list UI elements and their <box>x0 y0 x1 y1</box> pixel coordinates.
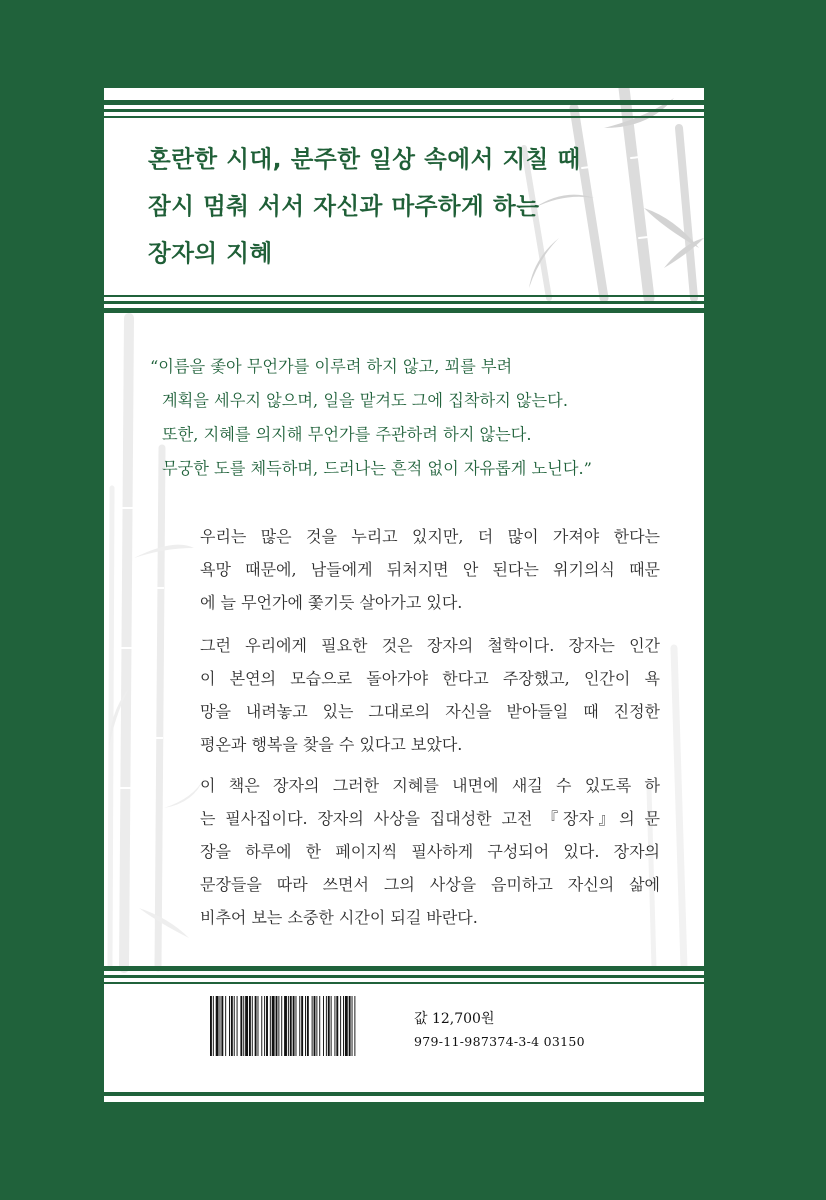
paragraph-line: 평온과 행복을 찾을 수 있다고 보았다. <box>200 735 463 754</box>
barcode-bar <box>299 996 300 1056</box>
barcode-bar <box>340 996 341 1056</box>
barcode-bar <box>296 996 297 1056</box>
barcode-bar <box>255 996 257 1056</box>
paragraph-line: 이 책은 장자의 그러한 지혜를 내면에 새길 수 있도록 하 <box>200 776 660 795</box>
paragraph-3 <box>200 769 660 934</box>
barcode-bar <box>345 996 348 1056</box>
barcode-bar <box>319 996 320 1056</box>
barcode-bar <box>220 996 221 1056</box>
barcode-bar <box>307 996 309 1056</box>
paragraph-line: 문장들을 따라 쓰면서 그의 사상을 음미하고 자신의 삶에 <box>200 875 660 894</box>
paragraph-line: 장을 하루에 한 페이지씩 필사하게 구성되어 있다. 장자의 <box>200 842 660 861</box>
barcode-bar <box>328 996 330 1056</box>
barcode-bar <box>316 996 317 1056</box>
barcode-bar <box>225 996 226 1056</box>
barcode-bar <box>237 996 238 1056</box>
quote-line: 또한, 지혜를 의지해 무언가를 주관하려 하지 않는다. <box>162 425 532 444</box>
paragraph-line: 비추어 보는 소중한 시간이 되길 바란다. <box>200 908 478 927</box>
barcode-bar <box>264 996 265 1056</box>
barcode <box>208 996 404 1056</box>
barcode-bar <box>293 996 295 1056</box>
barcode-bar <box>336 996 338 1056</box>
headline <box>148 136 668 277</box>
barcode-bar <box>261 996 262 1056</box>
barcode-bar <box>229 996 230 1056</box>
barcode-bar <box>288 996 289 1056</box>
paragraph-line: 그런 우리에게 필요한 것은 장자의 철학이다. 장자는 인간 <box>200 636 660 655</box>
barcode-bar <box>326 996 327 1056</box>
paragraph-line: 우리는 많은 것을 누리고 있지만, 더 많이 가져야 한다는 <box>200 527 660 546</box>
barcode-bar <box>349 996 351 1056</box>
barcode-bar <box>216 996 219 1056</box>
top-rules <box>104 100 704 120</box>
paragraph-line: 에 늘 무언가에 쫓기듯 살아가고 있다. <box>200 593 463 612</box>
barcode-bar <box>258 996 259 1056</box>
barcode-bar <box>240 996 242 1056</box>
barcode-bar <box>276 996 278 1056</box>
barcode-bar <box>301 996 303 1056</box>
back-cover-panel <box>104 88 704 1102</box>
paragraph-line: 이 본연의 모습으로 돌아가야 한다고 주장했고, 인간이 욕 <box>200 669 660 688</box>
zhuangzi-quote <box>150 350 680 486</box>
barcode-bar <box>252 996 253 1056</box>
quote-line: “이름을 좇아 무언가를 이루려 하지 않고, 꾀를 부려 <box>150 357 513 376</box>
bottom-edge-rule <box>104 1092 704 1098</box>
bottom-rules <box>104 966 704 986</box>
barcode-bar <box>305 996 306 1056</box>
paragraph-2 <box>200 629 660 761</box>
barcode-bar <box>290 996 292 1056</box>
barcode-bar <box>243 996 244 1056</box>
barcode-bar <box>210 996 212 1056</box>
headline-rules <box>104 295 704 315</box>
barcode-bar <box>312 996 313 1056</box>
paragraph-line: 는 필사집이다. 장자의 사상을 집대성한 고전 『장자』의 문 <box>200 809 660 828</box>
barcode-bar <box>281 996 282 1056</box>
barcode-bar <box>213 996 214 1056</box>
paragraph-line: 욕망 때문에, 남들에게 뒤처지면 안 된다는 위기의식 때문 <box>200 560 660 579</box>
barcode-bar <box>272 996 275 1056</box>
barcode-bar <box>323 996 324 1056</box>
barcode-bar <box>354 996 355 1056</box>
barcode-bar <box>331 996 332 1056</box>
barcode-bar <box>343 996 344 1056</box>
barcode-bar <box>270 996 271 1056</box>
barcode-bars <box>208 996 404 1056</box>
barcode-bar <box>352 996 353 1056</box>
barcode-bar <box>334 996 335 1056</box>
quote-line: 계획을 세우지 않으며, 일을 맡겨도 그에 집착하지 않는다. <box>162 391 568 410</box>
paragraph-1 <box>200 520 660 619</box>
barcode-bar <box>234 996 235 1056</box>
barcode-bar <box>249 996 251 1056</box>
barcode-bar <box>314 996 316 1056</box>
quote-line: 무궁한 도를 체득하며, 드러나는 흔적 없이 자유롭게 노닌다.” <box>162 459 592 478</box>
price-label: 값 12,700원 <box>414 1011 495 1027</box>
barcode-bar <box>284 996 287 1056</box>
headline-line: 장자의 지혜 <box>148 239 273 267</box>
barcode-bar <box>221 996 223 1056</box>
headline-line: 혼란한 시대, 분주한 일상 속에서 지칠 때 <box>148 145 581 173</box>
headline-line: 잠시 멈춰 서서 자신과 마주하게 하는 <box>148 192 540 220</box>
barcode-bar <box>231 996 233 1056</box>
barcode-bar <box>278 996 279 1056</box>
barcode-bar <box>245 996 248 1056</box>
paragraph-line: 망을 내려놓고 있는 그대로의 자신을 받아들일 때 진정한 <box>200 702 660 721</box>
barcode-bar <box>266 996 268 1056</box>
isbn-label: 979-11-987374-3-4 03150 <box>414 1034 585 1049</box>
